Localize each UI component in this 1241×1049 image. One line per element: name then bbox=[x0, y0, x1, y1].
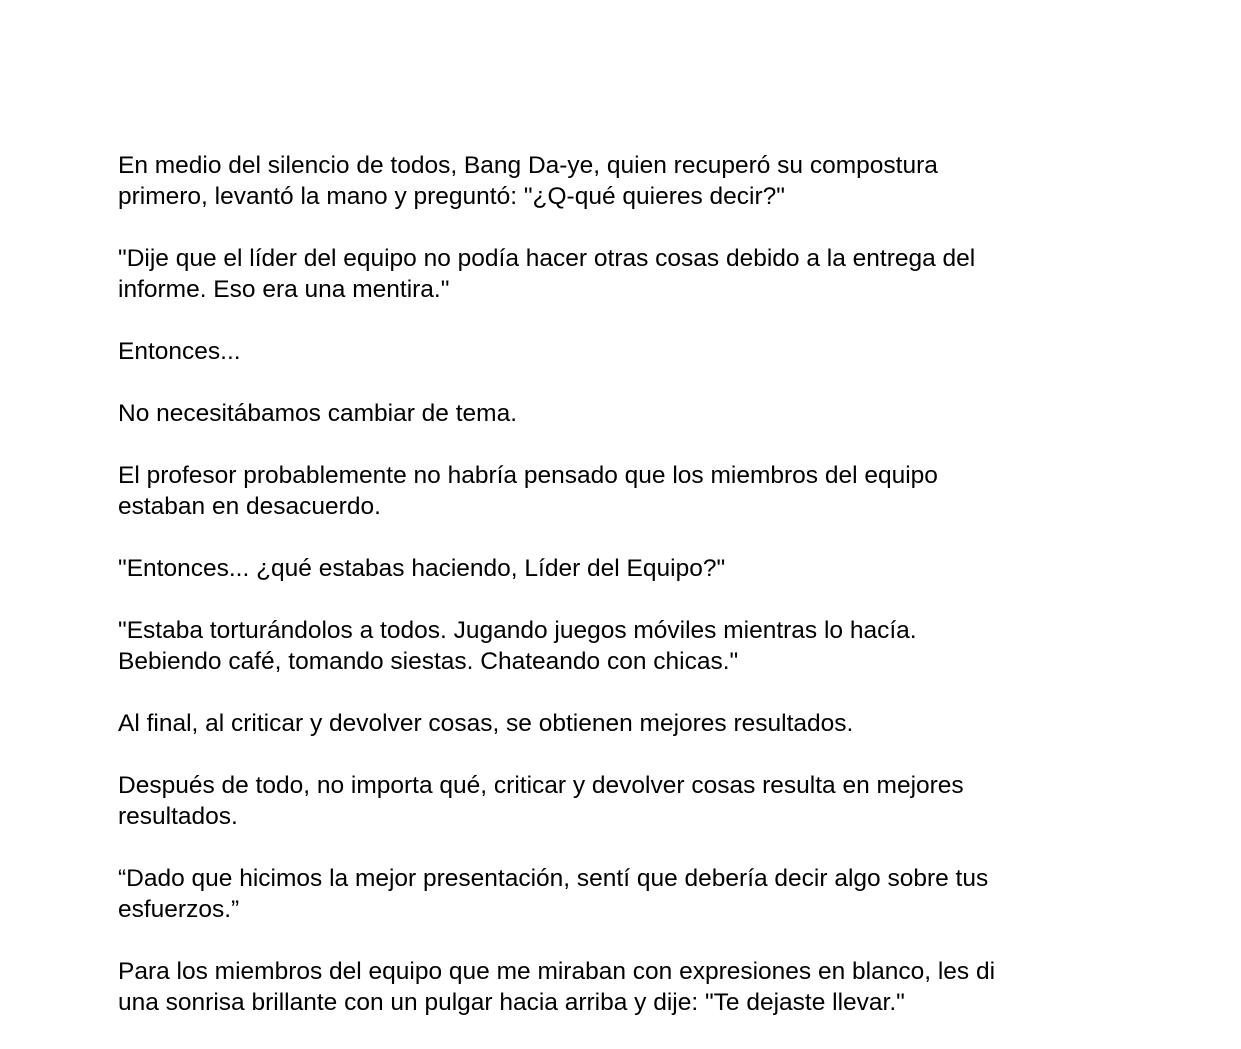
text-line: una sonrisa brillante con un pulgar hacia arriba y dije: "Te dejaste llevar." bbox=[118, 989, 905, 1016]
text-line: estaban en desacuerdo. bbox=[118, 493, 381, 520]
text-line: Después de todo, no importa qué, criticar y devolver cosas resulta en mejores bbox=[118, 772, 964, 799]
text-line: "Dije que el líder del equipo no podía hacer otras cosas debido a la entrega del bbox=[118, 245, 976, 272]
paragraph bbox=[118, 863, 1118, 925]
paragraph bbox=[118, 398, 1118, 429]
paragraph bbox=[118, 150, 1118, 212]
text-line: No necesitábamos cambiar de tema. bbox=[118, 400, 517, 427]
paragraph bbox=[118, 615, 1118, 677]
text-line: El profesor probablemente no habría pensado que los miembros del equipo bbox=[118, 462, 938, 489]
paragraph bbox=[118, 553, 1118, 584]
text-line: Entonces... bbox=[118, 338, 241, 365]
text-line: Bebiendo café, tomando siestas. Chateando con chicas." bbox=[118, 648, 739, 675]
text-line: Para los miembros del equipo que me miraban con expresiones en blanco, les di bbox=[118, 958, 996, 985]
paragraph bbox=[118, 956, 1118, 1018]
text-line: "Entonces... ¿qué estabas haciendo, Líder del Equipo?" bbox=[118, 555, 726, 582]
text-line: “Dado que hicimos la mejor presentación, sentí que debería decir algo sobre tus bbox=[118, 865, 989, 892]
paragraph bbox=[118, 336, 1118, 367]
text-line: informe. Eso era una mentira." bbox=[118, 276, 450, 303]
text-line: resultados. bbox=[118, 803, 238, 830]
paragraph bbox=[118, 770, 1118, 832]
paragraph bbox=[118, 708, 1118, 739]
text-line: Al final, al criticar y devolver cosas, se obtienen mejores resultados. bbox=[118, 710, 854, 737]
text-line: primero, levantó la mano y preguntó: "¿Q-qué quieres decir?" bbox=[118, 183, 785, 210]
text-line: esfuerzos.” bbox=[118, 896, 240, 923]
text-line: "Estaba torturándolos a todos. Jugando juegos móviles mientras lo hacía. bbox=[118, 617, 917, 644]
document-page bbox=[118, 150, 1118, 1049]
paragraph bbox=[118, 460, 1118, 522]
text-line: En medio del silencio de todos, Bang Da-ye, quien recuperó su compostura bbox=[118, 152, 938, 179]
paragraph bbox=[118, 243, 1118, 305]
